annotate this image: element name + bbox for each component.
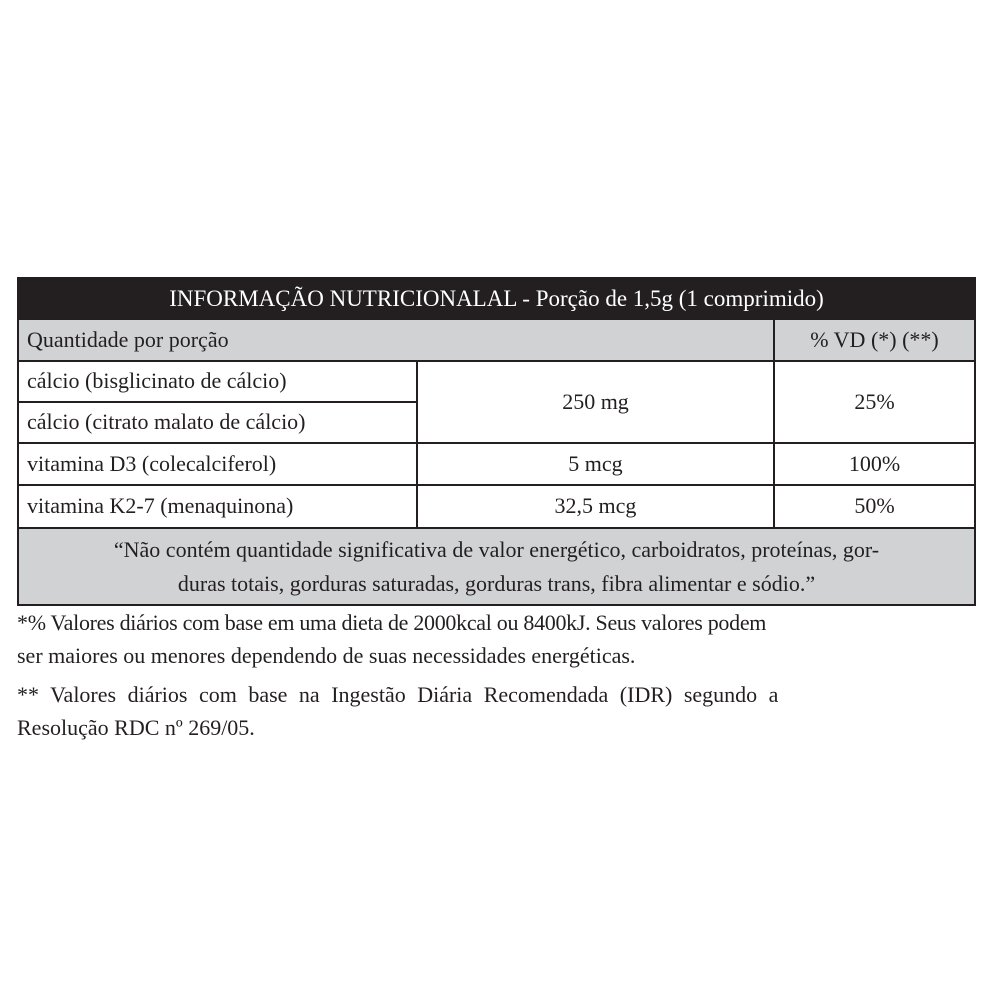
calcium-vd: 25% — [775, 362, 974, 442]
row-name-calcium-bisglycinate: cálcio (bisglicinato de cálcio) — [19, 362, 416, 401]
row-name-calcium-citrate-malate: cálcio (citrato malato de cálcio) — [19, 403, 416, 442]
table-title: INFORMAÇÃO NUTRICIONALAL - Porção de 1,5g (1 comprimido) — [19, 279, 974, 320]
vitamin-d3-amount: 5 mcg — [418, 444, 773, 484]
footnote-daily-values — [17, 606, 979, 672]
vitamin-k2-vd: 50% — [775, 486, 974, 527]
footnote-1-line-1: *% Valores diários com base em uma dieta de 2000kcal ou 8400kJ. Seus valores podem — [17, 610, 767, 635]
nutrition-table — [17, 277, 976, 606]
vd-header: % VD (*) (**) — [775, 320, 974, 360]
row-name-vitamin-k2: vitamina K2-7 (menaquinona) — [19, 486, 416, 527]
calcium-amount: 250 mg — [418, 362, 773, 442]
note-line-2: duras totais, gorduras saturadas, gorduras trans, fibra alimentar e sódio.” — [177, 571, 816, 596]
footnote-1-line-2: ser maiores ou menores dependendo de suas necessidades energéticas. — [17, 643, 636, 668]
quantity-header: Quantidade por porção — [19, 320, 773, 360]
vitamin-k2-amount: 32,5 mcg — [418, 486, 773, 527]
nutrition-note — [19, 529, 974, 604]
footnote-idr — [17, 678, 979, 744]
vitamin-d3-vd: 100% — [775, 444, 974, 484]
row-name-vitamin-d3: vitamina D3 (colecalciferol) — [19, 444, 416, 484]
footnote-2-line-2: Resolução RDC nº 269/05. — [17, 715, 255, 740]
footnote-2-line-1: ** Valores diários com base na Ingestão Diária Recomendada (IDR) segundo a — [17, 682, 779, 707]
note-line-1: “Não contém quantidade significativa de valor energético, carboidratos, proteínas, gor- — [113, 537, 880, 562]
